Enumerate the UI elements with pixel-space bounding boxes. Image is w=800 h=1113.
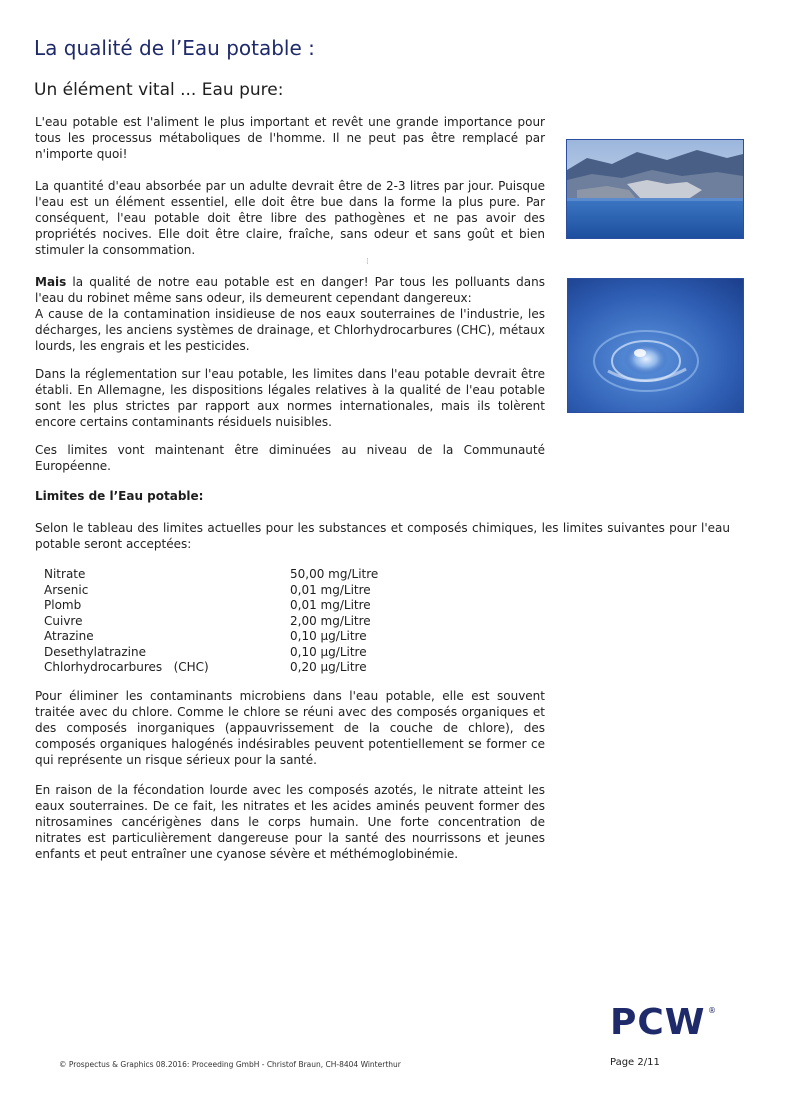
substance-name: Nitrate [44, 567, 86, 581]
table-row [44, 567, 444, 583]
substance-limit: 0,20 µg/Litre [290, 660, 367, 674]
water-drop-photo [567, 278, 744, 413]
table-row [44, 583, 444, 599]
table-row [44, 660, 444, 676]
substance-name: Arsenic [44, 582, 89, 597]
pen-mark: ⁞ [366, 257, 369, 267]
paragraph-quantity: La quantité d'eau absorbée par un adulte devrait être de 2-3 litres par jour. Puisque l'eau est un élément essentiel, elle doit être bue dans la forme la plus pure. Par conséquent, l'eau potable doit être libre des pathogènes et ne pas avoir des propriétés nocives. Elle doit être claire, fraîche, sans odeur et sans goût et bien stimuler la consommation. [35, 179, 545, 257]
substance-limit: 0,10 µg/Litre [290, 644, 367, 659]
substance-name: Chlorhydrocarbures (CHC) [44, 660, 209, 674]
limits-table [44, 567, 444, 676]
substance-limit: 0,10 µg/Litre [290, 629, 367, 643]
danger-lead: Mais [35, 275, 67, 289]
page-subtitle: Un élément vital ... Eau pure: [34, 80, 284, 100]
substance-name: Atrazine [44, 629, 94, 643]
substance-name: Cuivre [44, 613, 83, 628]
page-title: La qualité de l’Eau potable : [34, 36, 315, 60]
substance-limit: 0,01 mg/Litre [290, 582, 371, 597]
table-row [44, 645, 444, 661]
landscape-image [567, 140, 743, 238]
paragraph-nitrate: En raison de la fécondation lourde avec les composés azotés, le nitrate atteint les eaux souterraines. De ce fait, les nitrates et les acides aminés peuvent former des nitrosamines cancérigènes dans le corps humain. Une forte concentration de nitrates est particulièrement dangereuse pour la santé des nourrissons et jeunes enfants et peut entraîner une cyanose sévère et méthémoglobinémie. [35, 783, 545, 861]
substance-limit: 0,01 mg/Litre [290, 598, 371, 612]
registered-mark: ® [708, 1006, 716, 1015]
paragraph-regulation: Dans la réglementation sur l'eau potable, les limites dans l'eau potable devrait être établi. En Allemagne, les dispositions légales relatives à la qualité de l'eau potable sont les plus strictes par rapport aux normes internationales, mais ils tolèrent encore certains contaminants résiduels nuisibles. [35, 367, 545, 429]
substance-name: Plomb [44, 598, 82, 612]
paragraph-contamination: A cause de la contamination insidieuse de nos eaux souterraines de l'industrie, les décharges, les anciens systèmes de drainage, et Chlorhydrocarbures (CHC), métaux lourds, les engrais et les pesticides. [35, 307, 545, 353]
paragraph-european: Ces limites vont maintenant être diminuées au niveau de la Communauté Européenne. [35, 443, 545, 473]
pcw-logo: PCW [610, 1002, 706, 1043]
substance-limit: 50,00 mg/Litre [290, 567, 379, 581]
paragraph-intro: L'eau potable est l'aliment le plus important et revêt une grande importance pour tous les processus métaboliques de l'homme. Il ne peut pas être remplacé par n'importe quoi! [35, 115, 545, 161]
danger-text: la qualité de notre eau potable est en danger! Par tous les polluants dans l'eau du robinet même sans odeur, ils demeurent cependant dangereux: [35, 275, 545, 305]
table-row [44, 598, 444, 614]
paragraph-table-intro: Selon le tableau des limites actuelles pour les substances et composés chimiques, les limites suivantes pour l'eau potable seront acceptées: [35, 521, 730, 551]
substance-name: Desethylatrazine [44, 644, 146, 659]
landscape-photo [566, 139, 744, 239]
table-row [44, 629, 444, 645]
water-drop-image [568, 279, 743, 412]
paragraph-danger [35, 274, 545, 306]
paragraph-chlorine: Pour éliminer les contaminants microbiens dans l'eau potable, elle est souvent traitée avec du chlore. Comme le chlore se réuni avec des composés organiques et des composés inorganiques (appauvrissement de la couche de chlore), des composés organiques halogénés indésirables peuvent potentiellement se former ce qui représente un risque sérieux pour la santé. [35, 689, 545, 767]
limits-heading: Limites de l’Eau potable: [35, 489, 204, 503]
footer-copyright: © Prospectus & Graphics 08.2016: Proceeding GmbH - Christof Braun, CH-8404 Winterthur [59, 1060, 401, 1069]
table-row [44, 614, 444, 630]
substance-limit: 2,00 mg/Litre [290, 613, 371, 628]
page-number: Page 2/11 [610, 1057, 660, 1068]
